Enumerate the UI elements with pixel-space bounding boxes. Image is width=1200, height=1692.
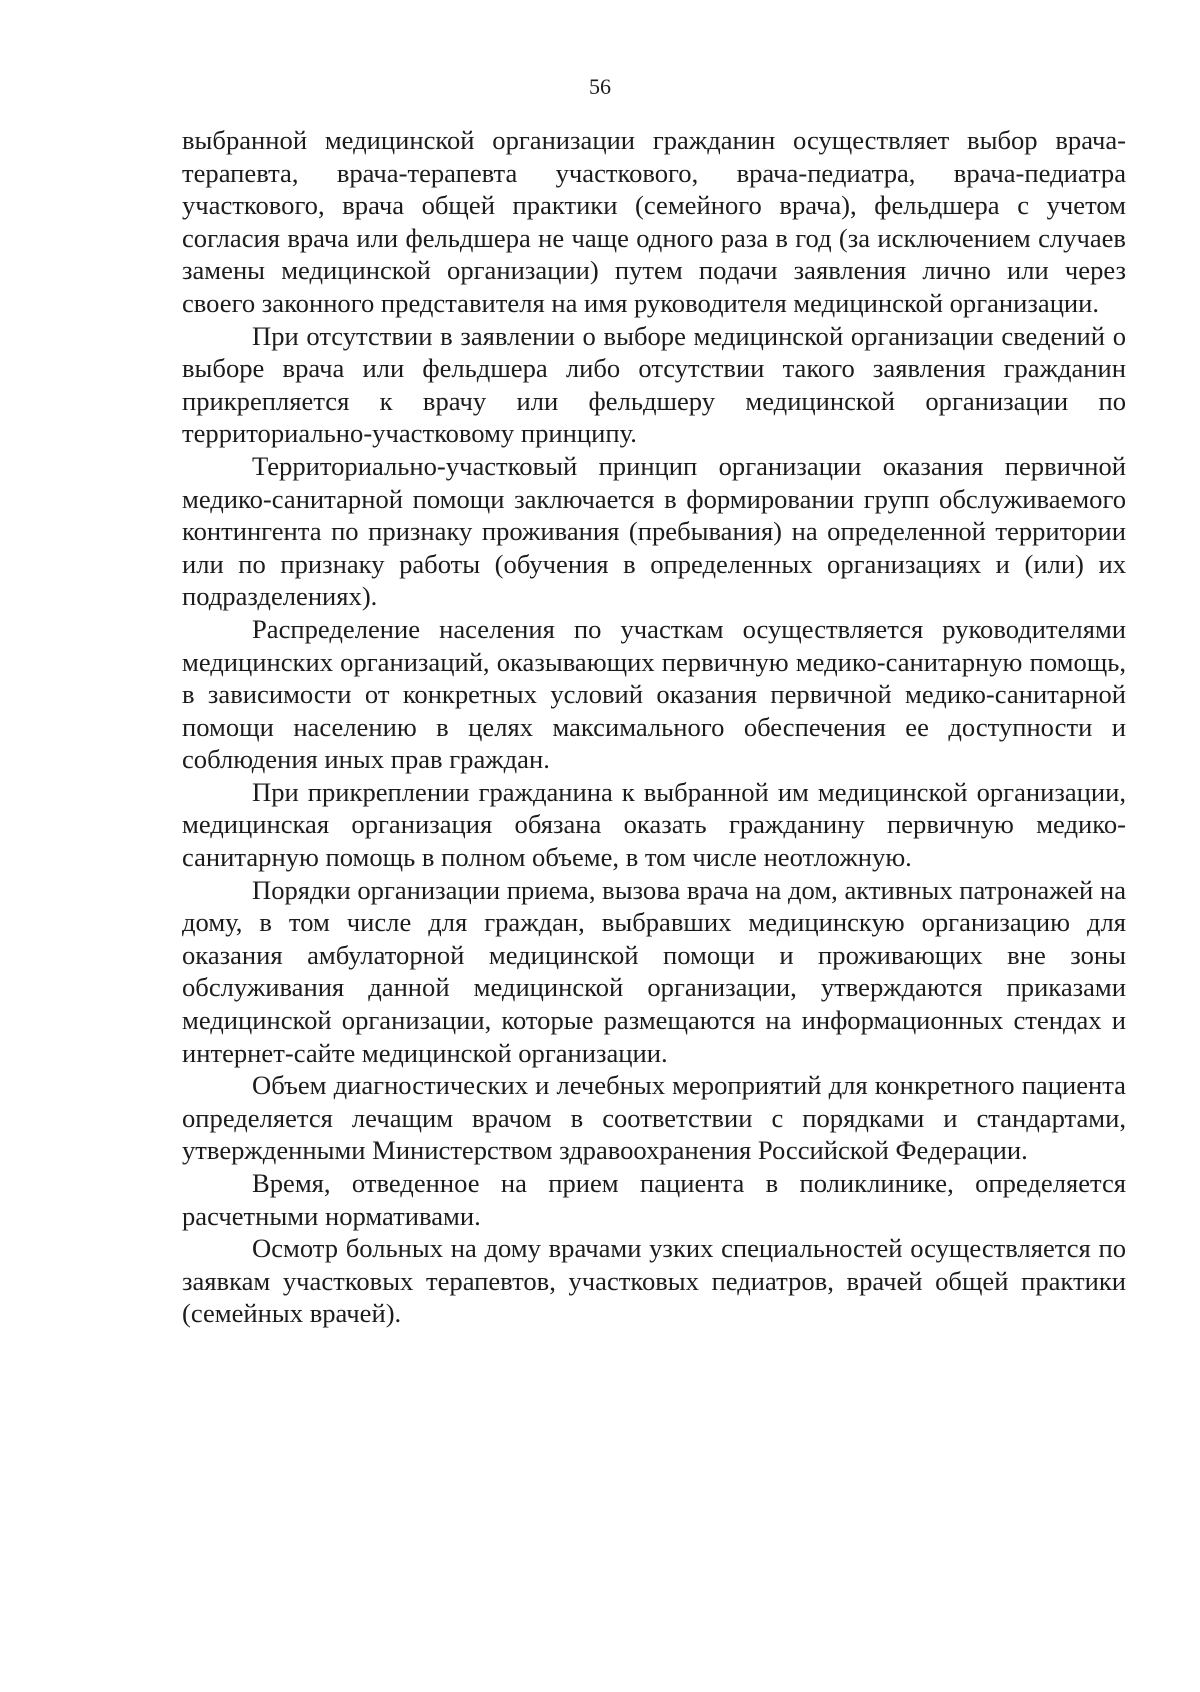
paragraph-home-visits: Осмотр больных на дому врачами узких специальностей осуществляется по заявкам участковых терапевтов, участковых педиатров, врачей общей практики (семейных врачей). xyxy=(182,1233,1126,1329)
paragraph-appointment-time: Время, отведенное на прием пациента в поликлинике, определяется расчетными нормативами. xyxy=(182,1168,1126,1231)
paragraph-absence-of-choice: При отсутствии в заявлении о выборе медицинской организации сведений о выборе врача или фельдшера либо отсутствии такого заявления гражданин прикрепляется к врачу или фельдшеру медицинской организации по территориально-участковому принципу. xyxy=(182,320,1126,449)
paragraph-territorial-principle: Территориально-участковый принцип организации оказания первичной медико-санитарной помощи заключается в формировании групп обслуживаемого контингента по признаку проживания (пребывания) на определенной территории или по признаку работы (обучения в определенных организациях и (или) их подразделениях). xyxy=(182,450,1126,612)
paragraph-reception-procedures: Порядки организации приема, вызова врача на дом, активных патронажей на дому, в том числе для граждан, выбравших медицинскую организацию для оказания амбулаторной медицинской помощи и проживающих вне зоны обслуживания данной медицинской организации, утверждаются приказами медицинской организации, которые размещаются на информационных стендах и интернет-сайте медицинской организации. xyxy=(182,874,1126,1068)
paragraph-diagnostic-volume: Объем диагностических и лечебных мероприятий для конкретного пациента определяется лечащим врачом в соответствии с порядками и стандартами, утвержденными Министерством здравоохранения Российской Федерации. xyxy=(182,1070,1126,1166)
paragraph-continuation: выбранной медицинской организации гражданин осуществляет выбор врача-терапевта, врача-терапевта участкового, врача-педиатра, врача-педиатра участкового, врача общей практики (семейного врача), фельдшера с учетом согласия врача или фельдшера не чаще одного раза в год (за исключением случаев замены медицинской организации) путем подачи заявления лично или через своего законного представителя на имя руководителя медицинской организации. xyxy=(182,125,1126,318)
page-number: 56 xyxy=(589,74,611,99)
paragraph-population-distribution: Распределение населения по участкам осуществляется руководителями медицинских организаций, оказывающих первичную медико-санитарную помощь, в зависимости от конкретных условий оказания первичной медико-санитарной помощи населению в целях максимального обеспечения ее доступности и соблюдения иных прав граждан. xyxy=(182,613,1126,775)
paragraph-attachment: При прикреплении гражданина к выбранной им медицинской организации, медицинская организация обязана оказать гражданину первичную медико-санитарную помощь в полном объеме, в том числе неотложную. xyxy=(182,776,1126,873)
document-body xyxy=(182,124,1126,1330)
